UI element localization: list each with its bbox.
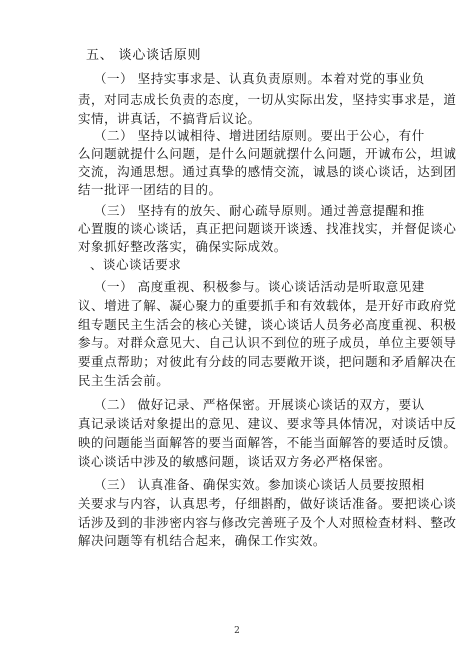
paragraph-line: 实情，讲真话，不搞背后议论。 <box>78 111 261 126</box>
paragraph-line: 结一批评一团结的目的。 <box>78 182 222 197</box>
paragraph-line: （二） 坚持以诚相待、增进团结原则。要出于公心，有什 <box>94 128 425 143</box>
page-number: 2 <box>234 626 240 636</box>
paragraph-line: 映的问题能当面解答的要当面解答，不能当面解答的要适时反馈。 <box>78 435 457 450</box>
paragraph-line: 么问题就提什么问题，是什么问题就摆什么问题，开诚布公，坦诚 <box>78 146 457 161</box>
paragraph-line: 关要求与内容，认真思考，仔细斟酌，做好谈话准备。要把谈心谈 <box>78 496 457 511</box>
paragraph-line: 对象抓好整改落实，确保实际成效。 <box>78 239 287 254</box>
paragraph-line: （三） 认真准备、确保实效。参加谈心谈话人员要按照相 <box>94 477 425 492</box>
paragraph-line: 话涉及到的非涉密内容与修改完善班子及个人对照检查材料、整改 <box>78 515 457 530</box>
paragraph-line: 解决问题等有机结合起来，确保工作实效。 <box>78 533 326 548</box>
paragraph-line: （一） 坚持实事求是、认真负责原则。本着对党的事业负 <box>94 71 425 86</box>
paragraph-line: 心置腹的谈心谈话，真正把问题谈开谈透、找准找实，并督促谈心 <box>78 221 457 236</box>
paragraph-line: 组专题民主生活会的核心关键，谈心谈话人员务必高度重视、积极 <box>78 317 457 332</box>
paragraph-line: 要重点帮助；对彼此有分歧的同志要敞开谈，把问题和矛盾解决在 <box>78 354 457 369</box>
paragraph-line: （三） 坚持有的放矢、耐心疏导原则。通过善意提醒和推 <box>94 203 425 218</box>
paragraph-line: 议、增进了解、凝心聚力的重要抓手和有效载体，是开好市政府党 <box>78 298 457 313</box>
paragraph-line: 交流，沟通思想。通过真挚的感情交流，诚恳的谈心谈话，达到团 <box>78 164 457 179</box>
paragraph-line: 参与。对群众意见大、自己认识不到位的班子成员，单位主要领导 <box>78 335 457 350</box>
paragraph-line: （一） 高度重视、积极参与。谈心谈话活动是听取意见建 <box>94 279 425 294</box>
paragraph-line: 民主生活会前。 <box>78 373 170 388</box>
section-subheading: 、谈心谈话要求 <box>90 257 182 272</box>
paragraph-line: 真记录谈话对象提出的意见、建议、要求等具体情况，对谈话中反 <box>78 416 457 431</box>
paragraph-line: 谈心谈话中涉及的敏感问题，谈话双方务必严格保密。 <box>78 454 392 469</box>
paragraph-line: （二） 做好记录、严格保密。开展谈心谈话的双方，要认 <box>94 397 425 412</box>
paragraph-line: 责，对同志成长负责的态度，一切从实际出发，坚持实事求是，道 <box>78 92 457 107</box>
section-heading: 五、 谈心谈话原则 <box>86 48 202 63</box>
